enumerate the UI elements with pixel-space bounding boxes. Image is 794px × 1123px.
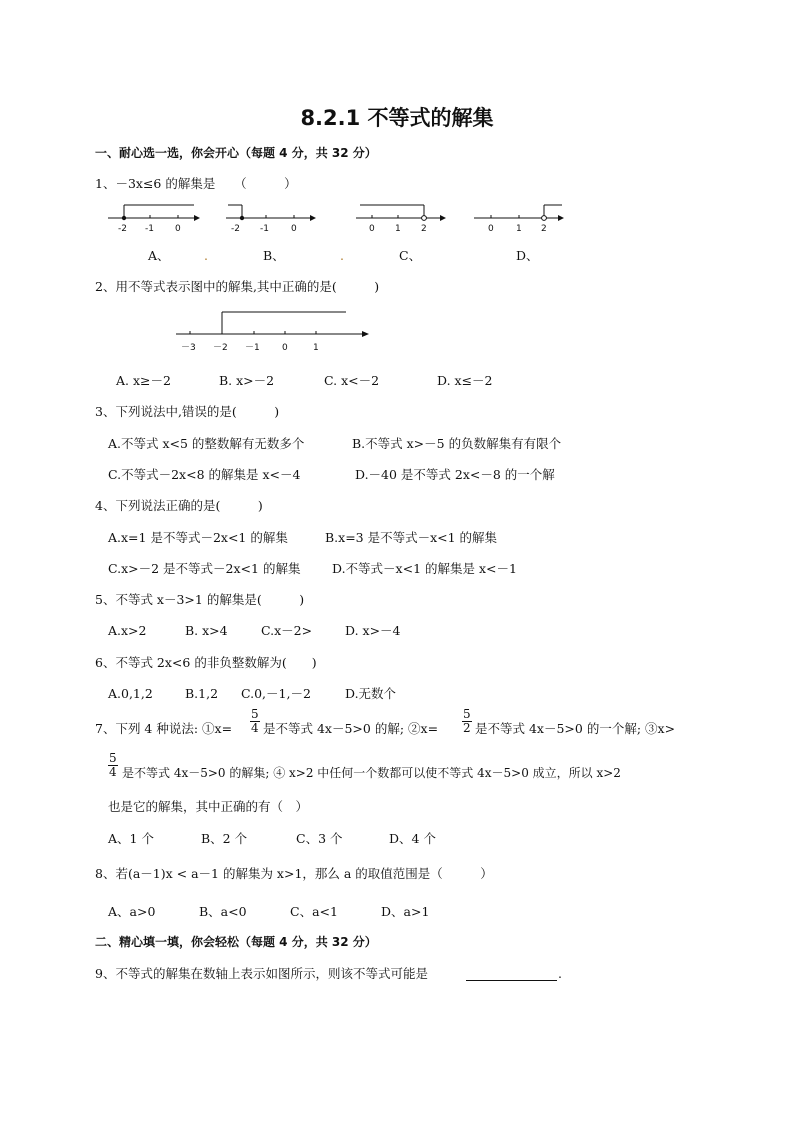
q3-option-c[interactable]: C.不等式－2x<8 的解集是 x<－4 bbox=[108, 467, 301, 482]
q4-option-b[interactable]: B.x=3 是不等式－x<1 的解集 bbox=[325, 530, 498, 545]
q8-stem: 8、若(a－1)x < a－1 的解集为 x>1，那么 a 的取值范围是（ ） bbox=[95, 866, 493, 881]
q7-fraction-2-numerator: 5 bbox=[463, 707, 471, 721]
q7-fraction-1-numerator: 5 bbox=[251, 707, 259, 721]
q8-option-c[interactable]: C、a<1 bbox=[290, 904, 338, 919]
q2-tick-1: －3 bbox=[181, 343, 196, 353]
q1-axis-c-tick-3: 2 bbox=[421, 224, 427, 234]
q4-stem: 4、下列说法正确的是( ) bbox=[95, 498, 263, 513]
q7-text-2: 是不等式 4x－5>0 的解; ②x= bbox=[263, 721, 439, 736]
q1-option-b[interactable]: B、 bbox=[263, 248, 285, 263]
q2-number-line bbox=[176, 310, 376, 352]
q1-axis-c-tick-2: 1 bbox=[395, 224, 401, 234]
q7-fraction-2-denominator: 2 bbox=[463, 721, 471, 735]
q5-option-b[interactable]: B. x>4 bbox=[185, 623, 228, 638]
q2-option-b[interactable]: B. x>－2 bbox=[219, 373, 275, 388]
q4-option-d[interactable]: D.不等式－x<1 的解集是 x<－1 bbox=[332, 561, 517, 576]
q1-axis-a-tick-2: -1 bbox=[145, 224, 154, 234]
q1-option-d[interactable]: D、 bbox=[516, 248, 539, 263]
section-1-heading: 一、耐心选一选，你会开心（每题 4 分，共 32 分） bbox=[95, 146, 377, 160]
q7-fraction-1-denominator: 4 bbox=[251, 721, 259, 735]
q1-axis-d-tick-2: 1 bbox=[516, 224, 522, 234]
q9-end-mark: . bbox=[558, 966, 562, 981]
q1-axis-c bbox=[356, 202, 456, 232]
q1-dot-2: . bbox=[340, 248, 344, 263]
q6-stem: 6、不等式 2x<6 的非负整数解为( ) bbox=[95, 655, 317, 670]
q1-axis-b-tick-2: -1 bbox=[260, 224, 269, 234]
q1-axis-b-tick-1: -2 bbox=[231, 224, 240, 234]
q8-option-d[interactable]: D、a>1 bbox=[381, 904, 430, 919]
q1-axis-b bbox=[226, 202, 326, 232]
q6-option-d[interactable]: D.无数个 bbox=[345, 686, 397, 701]
q2-tick-5: 1 bbox=[313, 343, 319, 353]
q2-stem: 2、用不等式表示图中的解集,其中正确的是( ) bbox=[95, 279, 380, 294]
q2-tick-4: 0 bbox=[282, 343, 288, 353]
section-2-heading: 二、精心填一填，你会轻松（每题 4 分，共 32 分） bbox=[95, 935, 377, 949]
q2-tick-2: －2 bbox=[213, 343, 228, 353]
q1-axis-a-tick-1: -2 bbox=[118, 224, 127, 234]
q3-stem: 3、下列说法中,错误的是( ) bbox=[95, 404, 280, 419]
q3-option-a[interactable]: A.不等式 x<5 的整数解有无数多个 bbox=[108, 436, 305, 451]
q4-option-c[interactable]: C.x>－2 是不等式－2x<1 的解集 bbox=[108, 561, 301, 576]
q1-dot-1: . bbox=[204, 248, 208, 263]
q1-axis-d bbox=[474, 202, 574, 232]
q1-axis-d-tick-1: 0 bbox=[488, 224, 494, 234]
q1-axis-a-tick-3: 0 bbox=[175, 224, 181, 234]
q9-answer-blank[interactable] bbox=[466, 966, 557, 981]
q8-option-b[interactable]: B、a<0 bbox=[199, 904, 247, 919]
q1-axis-c-tick-1: 0 bbox=[369, 224, 375, 234]
q3-option-b[interactable]: B.不等式 x>－5 的负数解集有有限个 bbox=[352, 436, 562, 451]
q7-option-b[interactable]: B、2 个 bbox=[201, 831, 248, 846]
q7-fraction-3 bbox=[108, 752, 118, 779]
q7-text-1: 7、下列 4 种说法: ①x= bbox=[95, 721, 233, 736]
q7-fraction-1 bbox=[250, 708, 260, 735]
q5-stem: 5、不等式 x－3>1 的解集是( ) bbox=[95, 592, 305, 607]
q9-stem: 9、不等式的解集在数轴上表示如图所示，则该不等式可能是 bbox=[95, 966, 428, 981]
q1-option-a[interactable]: A、 bbox=[148, 248, 170, 263]
q1-option-c[interactable]: C、 bbox=[399, 248, 422, 263]
q5-option-c[interactable]: C.x－2> bbox=[261, 623, 313, 638]
q7-fraction-3-denominator: 4 bbox=[109, 765, 117, 779]
q7-option-c[interactable]: C、3 个 bbox=[296, 831, 343, 846]
q5-option-a[interactable]: A.x>2 bbox=[108, 623, 147, 638]
q6-option-b[interactable]: B.1,2 bbox=[185, 686, 219, 701]
q7-option-d[interactable]: D、4 个 bbox=[389, 831, 436, 846]
q7-option-a[interactable]: A、1 个 bbox=[108, 831, 154, 846]
q3-option-d[interactable]: D.－40 是不等式 2x<－8 的一个解 bbox=[355, 467, 555, 482]
page-title: 8.2.1 不等式的解集 bbox=[300, 106, 494, 130]
q2-option-d[interactable]: D. x≤－2 bbox=[437, 373, 493, 388]
q7-text-5: 也是它的解集，其中正确的有（ ） bbox=[108, 799, 309, 814]
q6-option-a[interactable]: A.0,1,2 bbox=[108, 686, 153, 701]
q2-tick-3: －1 bbox=[245, 343, 260, 353]
q6-option-c[interactable]: C.0,－1,－2 bbox=[241, 686, 311, 701]
q1-stem: 1、－3x≤6 的解集是 （ ） bbox=[95, 176, 297, 191]
q8-option-a[interactable]: A、a>0 bbox=[108, 904, 156, 919]
q1-axis-d-tick-3: 2 bbox=[541, 224, 547, 234]
q4-option-a[interactable]: A.x=1 是不等式－2x<1 的解集 bbox=[108, 530, 288, 545]
q7-text-3: 是不等式 4x－5>0 的一个解; ③x> bbox=[475, 721, 676, 736]
q2-option-a[interactable]: A. x≥－2 bbox=[116, 373, 171, 388]
q7-fraction-3-numerator: 5 bbox=[109, 751, 117, 765]
q1-axis-a bbox=[108, 202, 208, 232]
q1-axis-b-tick-3: 0 bbox=[291, 224, 297, 234]
q7-text-4: 是不等式 4x－5>0 的解集; ④ x>2 中任何一个数都可以使不等式 4x－5>0 成立，所以 x>2 bbox=[122, 766, 621, 780]
q7-fraction-2 bbox=[462, 708, 472, 735]
q2-option-c[interactable]: C. x<－2 bbox=[324, 373, 380, 388]
q5-option-d[interactable]: D. x>－4 bbox=[345, 623, 401, 638]
